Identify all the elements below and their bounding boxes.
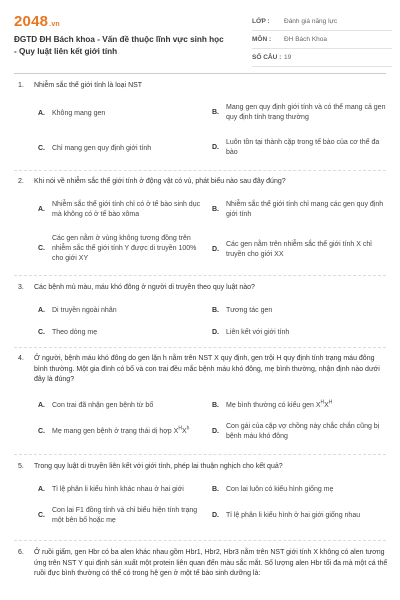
meta-label: SỐ CÂU : bbox=[252, 54, 282, 61]
option-text: Nhiễm sắc thể giới tính chỉ có ở tế bào sinh dục mà không có ở tế bào xôma bbox=[52, 201, 201, 218]
document-title: ĐGTD ĐH Bách khoa - Vấn đề thuộc lĩnh vực sinh học - Quy luật liên kết giới tính bbox=[14, 35, 224, 56]
option-letter: C. bbox=[38, 512, 45, 519]
option-text: Không mang gen bbox=[52, 110, 106, 117]
option-a[interactable] bbox=[38, 107, 203, 121]
question-divider bbox=[14, 540, 386, 541]
option-letter: D. bbox=[212, 144, 219, 151]
option-text: Theo dòng mẹ bbox=[52, 329, 98, 336]
option-letter: B. bbox=[212, 486, 219, 493]
option-d[interactable] bbox=[212, 326, 388, 340]
meta-row-count bbox=[252, 49, 392, 67]
meta-row-subject bbox=[252, 31, 392, 49]
question-number: 2. bbox=[18, 178, 24, 185]
option-c[interactable] bbox=[38, 232, 203, 266]
question-text: Nhiễm sắc thể giới tính là loại NST bbox=[34, 82, 143, 89]
option-text: Nhiễm sắc thể giới tính chỉ mang các gen quy định giới tính bbox=[226, 201, 384, 218]
option-letter: A. bbox=[38, 206, 45, 213]
meta-value: Đánh giá năng lực bbox=[284, 18, 338, 25]
option-c[interactable] bbox=[38, 326, 203, 340]
question-divider bbox=[14, 347, 386, 348]
option-b[interactable] bbox=[212, 198, 388, 222]
option-text: Mẹ bình thường có kiểu gen $X^HX^H$ bbox=[226, 399, 333, 409]
option-letter: B. bbox=[212, 402, 219, 409]
question-number: 1. bbox=[18, 82, 24, 89]
question-3 bbox=[18, 283, 388, 294]
meta-value: ĐH Bách Khoa bbox=[284, 36, 327, 43]
option-text: Con trai đã nhận gen bệnh từ bố bbox=[52, 402, 154, 409]
option-b[interactable] bbox=[212, 399, 388, 413]
question-text: Ở ruồi giấm, gen Hbr có ba alen khác nhau gồm Hbr1, Hbr2, Hbr3 nằm trên NST giới tính X không có alen tương ứng trên NST Y qui định sản xuất một protein liên quan đến màu sắc mắt. Số lượng alen Hbr tối đa mà một cá thể ruồi đực bình thường có thể có trong hệ gen ở một tế bào sinh dưỡng là: bbox=[34, 549, 388, 577]
option-text: Tỉ lệ phân li kiểu hình ở hai giới giống nhau bbox=[226, 512, 361, 519]
question-number: 3. bbox=[18, 284, 24, 291]
question-text: Các bệnh mù màu, máu khó đông ở người di truyền theo quy luật nào? bbox=[34, 284, 255, 291]
option-letter: D. bbox=[212, 512, 219, 519]
option-letter: A. bbox=[38, 307, 45, 314]
meta-info bbox=[252, 13, 392, 67]
question-number: 4. bbox=[18, 355, 24, 362]
option-text: Liên kết với giới tính bbox=[226, 329, 290, 336]
option-text: Chỉ mang gen quy định giới tính bbox=[52, 145, 152, 152]
option-letter: D. bbox=[212, 329, 219, 336]
option-d[interactable] bbox=[212, 509, 388, 523]
option-letter: A. bbox=[38, 486, 45, 493]
logo-suffix: .vn bbox=[49, 21, 60, 28]
option-letter: B. bbox=[212, 206, 219, 213]
option-text: Con lai luôn có kiểu hình giống mẹ bbox=[226, 486, 334, 493]
option-d[interactable] bbox=[212, 238, 388, 262]
option-letter: C. bbox=[38, 245, 45, 252]
page-header bbox=[0, 0, 400, 80]
question-number: 6. bbox=[18, 549, 24, 556]
option-letter: D. bbox=[212, 246, 219, 253]
meta-value: 19 bbox=[284, 54, 292, 61]
logo-main: 2048 bbox=[14, 13, 49, 30]
option-letter: C. bbox=[38, 329, 45, 336]
option-text: Các gen nằm ở vùng không tương đồng trên nhiễm sắc thể giới tính Y được di truyền 100% cho giới XY bbox=[52, 235, 197, 262]
option-a[interactable] bbox=[38, 198, 203, 222]
option-text: Mang gen quy định giới tính và có thể mang cả gen quy định tính trạng thường bbox=[226, 104, 386, 121]
question-divider bbox=[14, 275, 386, 276]
header-divider bbox=[14, 73, 386, 74]
question-number: 5. bbox=[18, 463, 24, 470]
option-letter: C. bbox=[38, 145, 45, 152]
option-text: Con lai F1 đồng tính và chỉ biểu hiện tính trạng một bên bố hoặc mẹ bbox=[52, 507, 198, 524]
option-a[interactable] bbox=[38, 483, 208, 497]
option-text: Tương tác gen bbox=[226, 307, 273, 314]
site-logo[interactable] bbox=[14, 13, 60, 30]
option-b[interactable] bbox=[212, 101, 388, 125]
option-text: Luôn tồn tại thành cặp trong tế bào của cơ thể đa bào bbox=[226, 139, 380, 156]
question-text: Khi nói về nhiễm sắc thể giới tính ở động vật có vú, phát biểu nào sau đây đúng? bbox=[34, 178, 286, 185]
question-6 bbox=[18, 548, 388, 580]
meta-row-class bbox=[252, 13, 392, 31]
option-text: Các gen nằm trên nhiễm sắc thể giới tính X chỉ truyền cho giới XX bbox=[226, 241, 372, 258]
option-a[interactable] bbox=[38, 304, 203, 318]
meta-label: MÔN : bbox=[252, 36, 272, 43]
option-letter: C. bbox=[38, 428, 45, 435]
option-d[interactable] bbox=[212, 136, 388, 160]
option-c[interactable] bbox=[38, 504, 203, 528]
option-c[interactable] bbox=[38, 142, 203, 156]
option-letter: D. bbox=[212, 428, 219, 435]
option-text: Con gái của cặp vợ chồng này chắc chắn cũng bị bệnh máu khó đông bbox=[226, 423, 380, 440]
option-letter: A. bbox=[38, 402, 45, 409]
option-letter: B. bbox=[212, 109, 219, 116]
option-text: Di truyền ngoài nhân bbox=[52, 307, 117, 314]
option-letter: A. bbox=[38, 110, 45, 117]
option-a[interactable] bbox=[38, 399, 203, 413]
option-c[interactable] bbox=[38, 420, 203, 444]
question-text: Ở người, bệnh máu khó đông do gen lặn h nằm trên NST X quy định, gen trội H quy định tính trạng máu đông bình thường. Một gia đình có bố và con trai đều mắc bệnh máu khó đông, mẹ bình thường, nhận định nào dưới đây là đúng? bbox=[34, 355, 380, 383]
question-5 bbox=[18, 462, 388, 473]
question-2 bbox=[18, 177, 388, 188]
question-divider bbox=[14, 454, 386, 455]
question-divider bbox=[14, 170, 386, 171]
option-b[interactable] bbox=[212, 483, 388, 497]
meta-label: LỚP : bbox=[252, 18, 270, 25]
option-text: Mẹ mang gen bệnh ở trạng thái dị hợp $X^HX^h$ bbox=[52, 425, 190, 435]
option-b[interactable] bbox=[212, 304, 388, 318]
option-d[interactable] bbox=[212, 420, 388, 444]
option-text: Tỉ lệ phân li kiểu hình khác nhau ở hai giới bbox=[52, 486, 184, 493]
question-4 bbox=[18, 354, 388, 386]
question-1 bbox=[18, 81, 388, 92]
question-text: Trong quy luật di truyền liên kết với giới tính, phép lai thuận nghịch cho kết quả? bbox=[34, 463, 283, 470]
option-letter: B. bbox=[212, 307, 219, 314]
